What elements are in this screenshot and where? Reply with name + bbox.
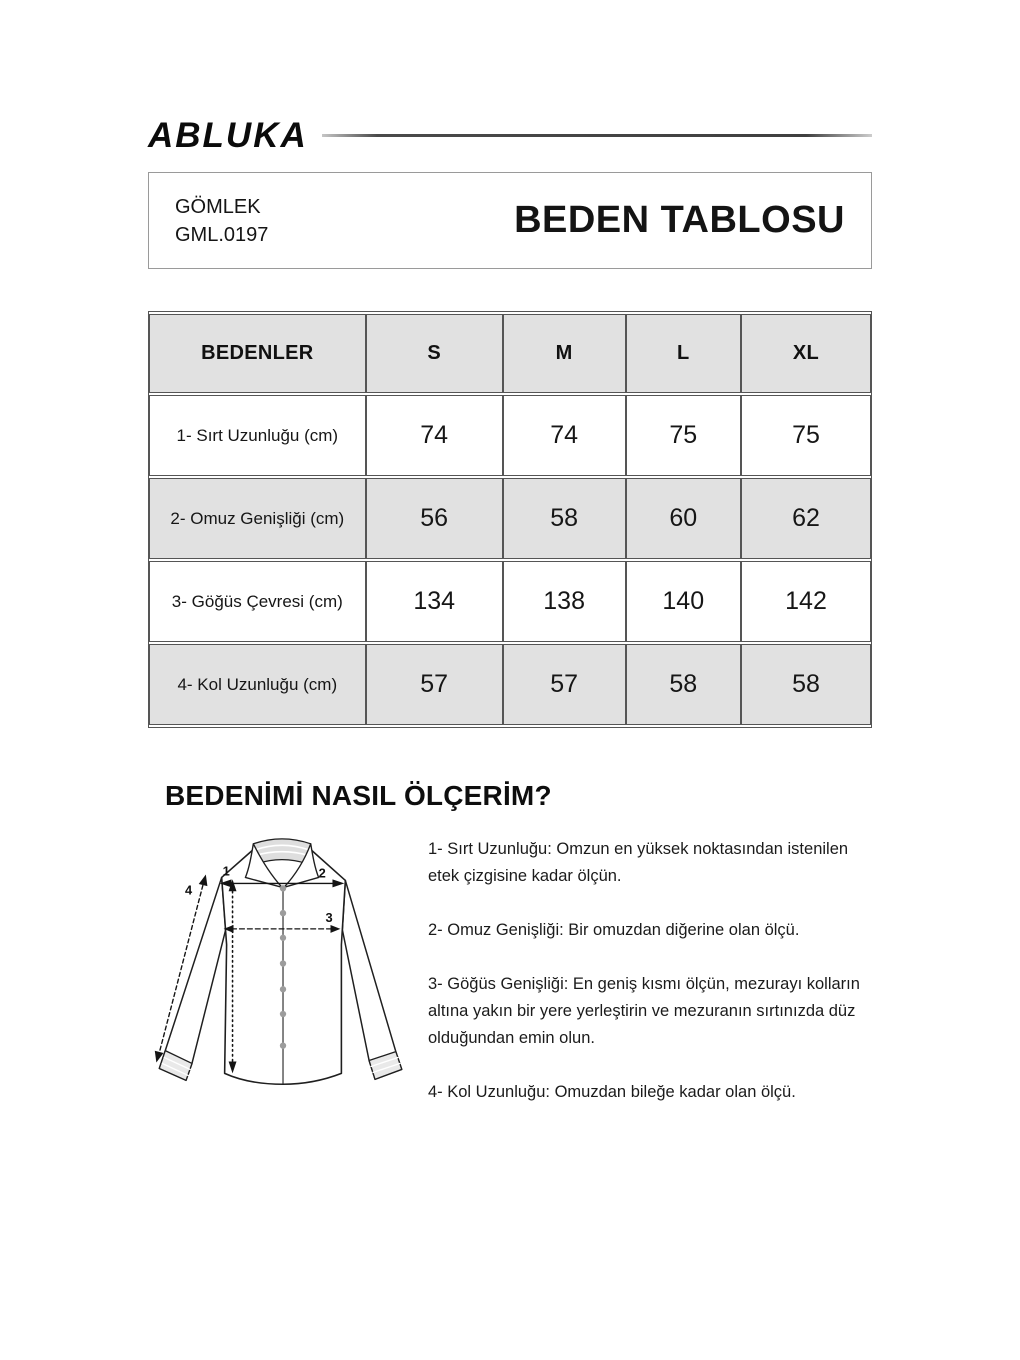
column-header-xl: XL [741, 314, 871, 393]
product-info [175, 193, 268, 249]
how-to-measure-section [148, 826, 872, 1108]
size-value-cell: 62 [741, 478, 871, 559]
row-label-sleeve-length: 4- Kol Uzunluğu (cm) [149, 644, 366, 725]
column-header-s: S [366, 314, 503, 393]
size-value-cell: 58 [503, 478, 626, 559]
column-header-l: L [626, 314, 742, 393]
table-row-back-length [149, 395, 871, 476]
size-value-cell: 138 [503, 561, 626, 642]
size-value-cell: 56 [366, 478, 503, 559]
size-value-cell: 60 [626, 478, 742, 559]
how-to-measure-heading: BEDENİMİ NASIL ÖLÇERİM? [165, 780, 552, 811]
instruction-back-length: 1- Sırt Uzunluğu: Omzun en yüksek noktasından istenilen etek çizgisine kadar ölçün. [428, 840, 849, 885]
header-rule [322, 134, 872, 137]
table-row-chest [149, 561, 871, 642]
product-type: GÖMLEK [175, 195, 261, 218]
size-value-cell: 57 [503, 644, 626, 725]
shirt-diagram-icon [150, 826, 418, 1108]
size-value-cell: 58 [626, 644, 742, 725]
size-value-cell: 140 [626, 561, 742, 642]
size-table-header-row [149, 314, 871, 393]
table-row-sleeve-length [149, 644, 871, 725]
size-value-cell: 57 [366, 644, 503, 725]
instruction-shoulder-width: 2- Omuz Genişliği: Bir omuzdan diğerine olan ölçü. [428, 921, 800, 939]
diagram-label-1: 1 [222, 863, 230, 879]
row-label-back-length: 1- Sırt Uzunluğu (cm) [149, 395, 366, 476]
size-value-cell: 75 [741, 395, 871, 476]
diagram-label-4: 4 [185, 882, 193, 898]
measure-instructions [418, 826, 872, 1106]
product-code: GML.0197 [175, 223, 269, 246]
diagram-label-3: 3 [325, 909, 333, 925]
brand-header [148, 114, 872, 156]
row-label-chest: 3- Göğüs Çevresi (cm) [149, 561, 366, 642]
table-row-shoulder-width [149, 478, 871, 559]
column-header-m: M [503, 314, 626, 393]
size-value-cell: 74 [366, 395, 503, 476]
left-sleeve [159, 877, 225, 1080]
size-table [148, 311, 872, 728]
size-value-cell: 74 [503, 395, 626, 476]
shirt-measurement-diagram [150, 826, 418, 1108]
size-value-cell: 75 [626, 395, 742, 476]
diagram-label-2: 2 [318, 865, 326, 881]
row-label-shoulder-width: 2- Omuz Genişliği (cm) [149, 478, 366, 559]
size-value-cell: 134 [366, 561, 503, 642]
size-value-cell: 58 [741, 644, 871, 725]
column-header-bedenler: BEDENLER [149, 314, 366, 393]
brand-logo: ABLUKA [148, 115, 308, 155]
title-box [148, 172, 872, 269]
instruction-sleeve-length: 4- Kol Uzunluğu: Omuzdan bileğe kadar olan ölçü. [428, 1083, 796, 1101]
page-title: BEDEN TABLOSU [514, 199, 845, 241]
size-value-cell: 142 [741, 561, 871, 642]
instruction-chest-width: 3- Göğüs Genişliği: En geniş kısmı ölçün, mezurayı kolların altına yakın bir yere yerleştirin ve mezuranın sırtınızda düz olduğundan emin olun. [428, 975, 860, 1047]
